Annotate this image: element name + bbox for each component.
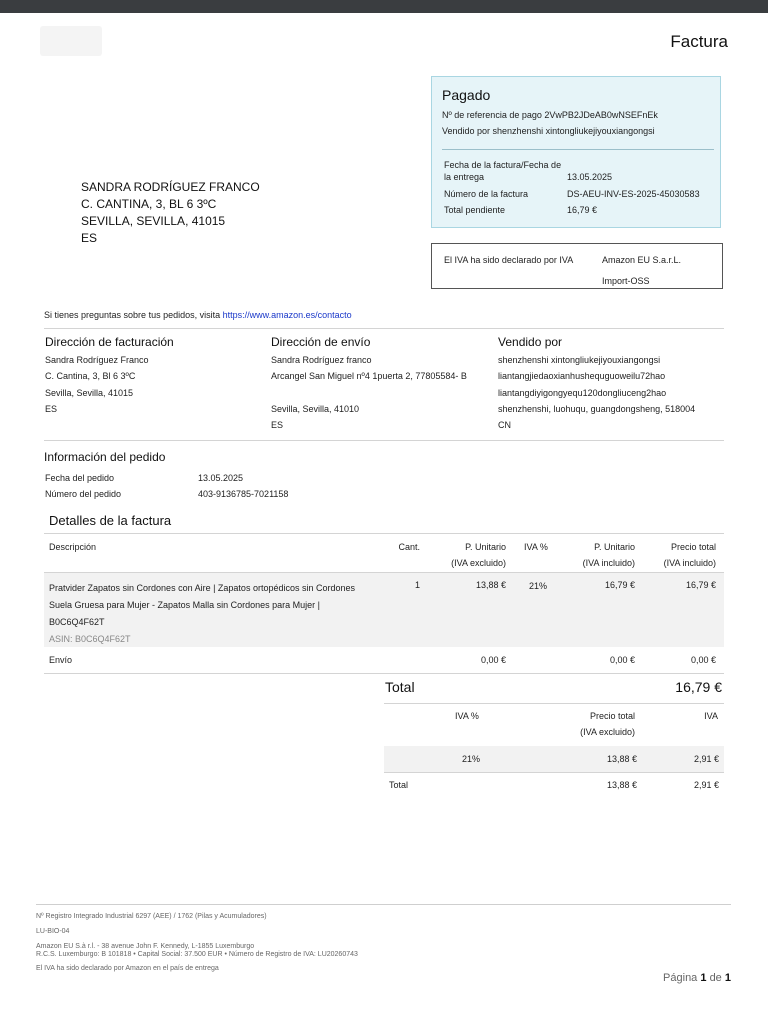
divider <box>442 149 714 150</box>
seller-heading: Vendido por <box>498 335 563 349</box>
col-unit-incl: P. Unitario (IVA incluido) <box>582 542 635 568</box>
seller-line: CN <box>498 420 511 430</box>
vat-declared-label: El IVA ha sido declarado por IVA <box>444 255 574 265</box>
payment-status-box <box>431 76 721 228</box>
item-qty: 1 <box>414 580 420 590</box>
customer-name: SANDRA RODRÍGUEZ FRANCO <box>81 180 260 194</box>
item-vat-pct: 21% <box>529 581 548 591</box>
customer-country: ES <box>81 231 98 245</box>
seller-line: shenzhenshi, luohuqu, guangdongsheng, 518004 <box>498 404 696 414</box>
vat-declared-box <box>431 243 723 289</box>
details-heading: Detalles de la factura <box>49 513 172 528</box>
vat-col-total: Precio total (IVA excluido) <box>580 711 635 737</box>
contact-link[interactable]: https://www.amazon.es/contacto <box>222 310 352 320</box>
vat-col-pct: IVA % <box>455 711 479 721</box>
footer-rcs: R.C.S. Luxemburgo: B 101818 • Capital Social: 37.500 EUR • Número de Registro de IVA: LU20260743 <box>36 951 358 958</box>
total-value: 16,79 € <box>675 679 722 695</box>
questions-text: Si tienes preguntas sobre tus pedidos, visita <box>44 310 221 320</box>
billing-line: C. Cantina, 3, Bl 6 3ºC <box>45 371 136 381</box>
seller-line: shenzhenshi xintongliukejiyouxiangongsi <box>498 355 661 365</box>
shipping-row-label: Envío <box>49 655 73 665</box>
seller-line: liantangjiedaoxianhushequguoweilu72hao <box>498 371 666 381</box>
divider <box>44 328 724 329</box>
invoice-date-label: Fecha de la factura/Fecha de la entrega <box>444 160 562 182</box>
item-description: Pratvider Zapatos sin Cordones con Aire | Zapatos ortopédicos sin Cordones Suela Gruesa para Mujer - Zapatos Malla sin Cordones para Mujer | B0C6Q4F62T ASIN: B0C6Q4F62T <box>49 580 355 648</box>
sold-by-line: Vendido por shenzhenshi xintongliukejiyouxiangongsi <box>442 126 655 136</box>
pending-label: Total pendiente <box>444 205 506 215</box>
shipping-heading: Dirección de envío <box>271 335 371 349</box>
divider <box>44 673 724 674</box>
order-number: 403-9136785-7021158 <box>198 489 289 499</box>
questions-line <box>44 310 352 320</box>
order-date: 13.05.2025 <box>198 473 244 483</box>
divider <box>384 772 724 773</box>
billing-line: Sandra Rodríguez Franco <box>45 355 149 365</box>
col-qty: Cant. <box>398 542 420 552</box>
billing-line: ES <box>45 404 58 414</box>
order-date-label: Fecha del pedido <box>45 473 115 483</box>
item-asin: ASIN: B0C6Q4F62T <box>49 634 131 644</box>
col-unit-excl: P. Unitario (IVA excluido) <box>451 542 506 568</box>
billing-heading: Dirección de facturación <box>45 335 174 349</box>
shipping-total-incl: 0,00 € <box>690 655 716 665</box>
top-bar <box>0 0 768 13</box>
customer-street: C. CANTINA, 3, BL 6 3ºC <box>81 197 217 211</box>
col-total-incl: Precio total (IVA incluido) <box>663 542 716 568</box>
invoice-date: 13.05.2025 <box>567 172 613 182</box>
shipping-line: Sevilla, Sevilla, 41010 <box>271 404 360 414</box>
vat-row-pct: 21% <box>462 754 481 764</box>
footer-registry: Nº Registro Integrado Industrial 6297 (AEE) / 1762 (Pilas y Acumuladores) <box>36 913 267 920</box>
footer-company: Amazon EU S.à r.l. - 38 avenue John F. Kennedy, L-1855 Luxemburgo <box>36 943 255 950</box>
customer-city: SEVILLA, SEVILLA, 41015 <box>81 214 226 228</box>
vat-total-vat: 2,91 € <box>693 780 719 790</box>
payment-reference: Nº de referencia de pago 2VwPB2JDeAB0wNSEFnEk <box>442 110 658 120</box>
shipping-line: Sandra Rodríguez franco <box>271 355 372 365</box>
col-description: Descripción <box>49 542 97 552</box>
logo <box>40 26 102 56</box>
vat-total-label: Total <box>389 780 409 790</box>
invoice-number: DS-AEU-INV-ES-2025-45030583 <box>567 189 700 199</box>
vat-declared-value: Amazon EU S.a.r.L. Import-OSS <box>602 255 682 286</box>
shipping-unit-excl: 0,00 € <box>480 655 506 665</box>
vat-total-amount: 13,88 € <box>606 780 637 790</box>
divider <box>384 703 724 704</box>
vat-row-total: 13,88 € <box>606 754 637 764</box>
item-unit-incl: 16,79 € <box>604 580 635 590</box>
billing-line: Sevilla, Sevilla, 41015 <box>45 388 134 398</box>
footer-vat-note: El IVA ha sido declarado por Amazon en el país de entrega <box>36 965 219 972</box>
order-number-label: Número del pedido <box>45 489 122 499</box>
seller-line: liantangdiyigongyequ120dongliuceng2hao <box>498 388 667 398</box>
page-number: Página 1 de 1 <box>663 972 731 984</box>
footer-code: LU-BIO-04 <box>36 928 70 935</box>
pending-amount: 16,79 € <box>567 205 598 215</box>
divider <box>44 533 724 534</box>
shipping-unit-incl: 0,00 € <box>609 655 635 665</box>
total-label: Total <box>385 679 415 695</box>
payment-status: Pagado <box>442 87 491 103</box>
item-total-incl: 16,79 € <box>685 580 716 590</box>
shipping-line: ES <box>271 420 284 430</box>
invoice-number-label: Número de la factura <box>444 189 529 199</box>
document-title: Factura <box>670 32 728 51</box>
order-info-heading: Información del pedido <box>44 450 166 464</box>
divider <box>36 904 731 905</box>
item-unit-excl: 13,88 € <box>475 580 506 590</box>
divider <box>44 440 724 441</box>
col-vat-pct: IVA % <box>524 542 548 552</box>
shipping-line: Arcangel San Miguel nº4 1puerta 2, 77805584- B <box>271 371 467 381</box>
vat-col-vat: IVA <box>704 711 718 721</box>
vat-row-vat: 2,91 € <box>693 754 719 764</box>
